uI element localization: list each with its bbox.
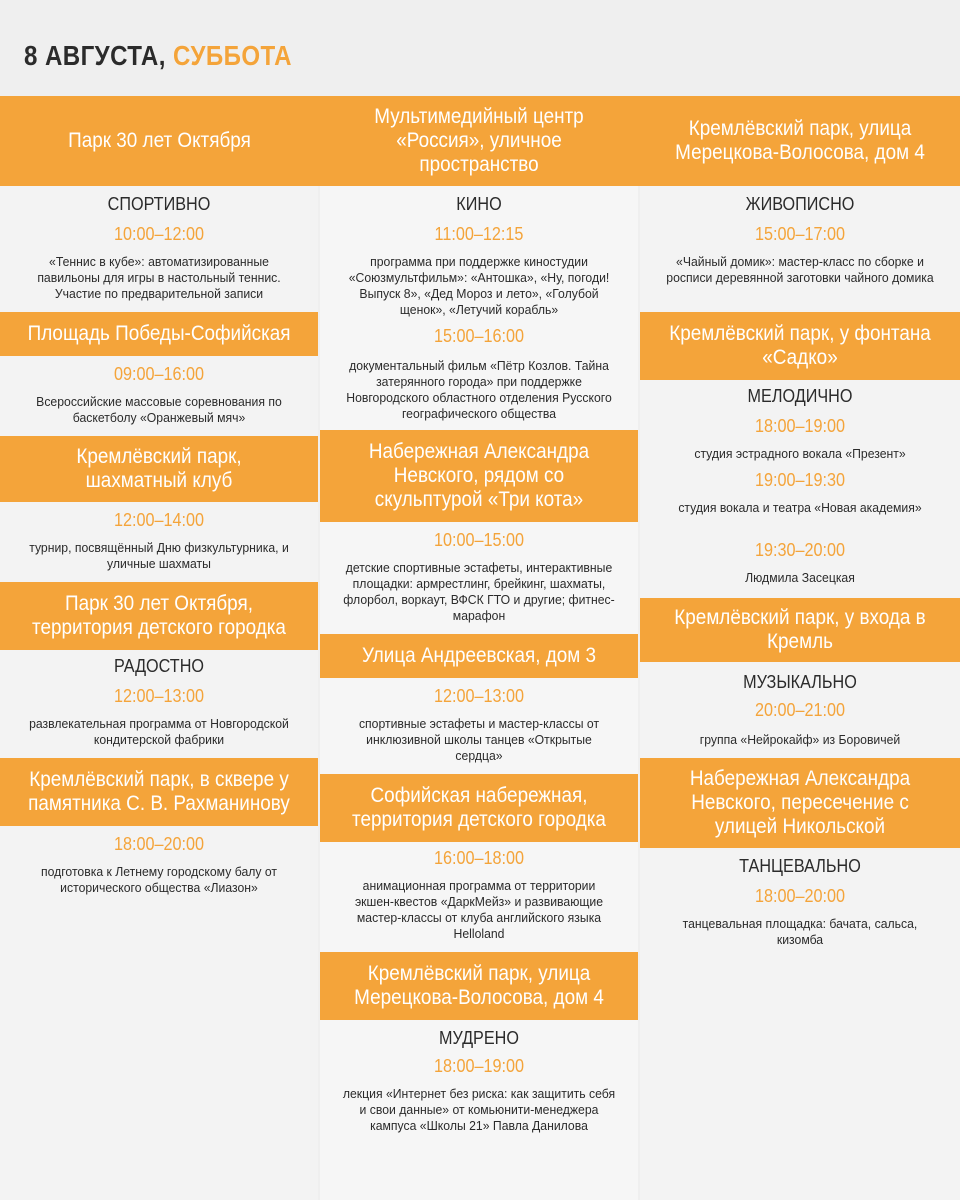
event-description: Всероссийские массовые соревнования по баскетболу «Оранжевый мяч»	[36, 394, 282, 425]
venue-header	[0, 582, 318, 650]
event-description: лекция «Интернет без риска: как защитить себя и свои данные» от комьюнити-менеджера кампуса «Школы 21» Павла Данилова	[342, 1086, 616, 1133]
event-category: ЖИВОПИСНО	[745, 194, 855, 214]
event-description: подготовка к Летнему городскому балу от исторического общества «Лиазон»	[40, 864, 278, 895]
page-title	[24, 40, 292, 72]
venue-header	[320, 774, 638, 842]
venue-name: Парк 30 лет Октября	[67, 129, 251, 152]
event-description: студия вокала и театра «Новая академия»	[678, 500, 922, 515]
venue-header	[640, 96, 960, 186]
event-time: 18:00–20:00	[113, 834, 205, 854]
venue-name: Набережная Александра Невского, пересечение с улицей Никольской	[689, 767, 911, 838]
event-description: танцевальная площадка: бачата, сальса, кизомба	[682, 916, 918, 947]
event-time: 12:00–13:00	[433, 686, 525, 706]
venue-header	[320, 634, 638, 678]
event-category: ТАНЦЕВАЛЬНО	[739, 856, 861, 876]
event-time: 12:00–14:00	[113, 510, 205, 530]
event-description: турнир, посвящённый Дню физкультурника, и уличные шахматы	[29, 540, 289, 571]
venue-name: Площадь Победы-Софийская	[27, 322, 291, 345]
venue-name: Кремлёвский парк, у фонтана «Садко»	[669, 322, 931, 369]
event-category: РАДОСТНО	[114, 656, 204, 676]
event-time: 16:00–18:00	[433, 848, 525, 868]
event-time: 15:00–17:00	[754, 224, 846, 244]
event-time: 18:00–19:00	[433, 1056, 525, 1076]
event-time: 19:30–20:00	[754, 540, 846, 560]
event-description: студия эстрадного вокала «Презент»	[694, 446, 906, 461]
venue-name: Кремлёвский парк, улица Мерецкова-Волосова, дом 4	[354, 962, 604, 1009]
event-description: «Чайный домик»: мастер-класс по сборке и росписи деревянной заготовки чайного домика	[666, 254, 934, 285]
event-category: МУДРЕНО	[439, 1028, 519, 1048]
venue-header	[320, 430, 638, 522]
event-time: 18:00–19:00	[754, 416, 846, 436]
venue-header	[640, 312, 960, 380]
venue-name: Кремлёвский парк, у входа в Кремль	[674, 606, 926, 653]
event-description: «Теннис в кубе»: автоматизированные павильоны для игры в настольный теннис. Участие по предварительной записи	[37, 254, 281, 301]
venue-name: Мультимедийный центр «Россия», уличное пространство	[374, 105, 584, 176]
venue-name: Кремлёвский парк, в сквере у памятника С. В. Рахманинову	[28, 768, 290, 815]
venue-name: Софийская набережная, территория детского городка	[352, 784, 606, 831]
venue-name: Кремлёвский парк, улица Мерецкова-Волосова, дом 4	[675, 117, 925, 164]
event-description: программа при поддержке киностудии «Союзмультфильм»: «Антошка», «Ну, погоди! Выпуск 8», «Дед Мороз и лето», «Голубой щенок», «Летучий корабль»	[348, 254, 610, 317]
event-description: группа «Нейрокайф» из Боровичей	[699, 732, 901, 747]
event-time: 20:00–21:00	[754, 700, 846, 720]
event-time: 11:00–12:15	[434, 224, 524, 244]
column-1	[0, 96, 318, 1200]
event-time: 10:00–15:00	[433, 530, 525, 550]
venue-header	[320, 96, 638, 186]
venue-header	[320, 952, 638, 1020]
event-category: КИНО	[456, 194, 502, 214]
venue-header	[0, 312, 318, 356]
event-description: Людмила Засецкая	[745, 570, 855, 585]
event-category: МУЗЫКАЛЬНО	[743, 672, 857, 692]
venue-header	[640, 758, 960, 848]
column-2	[320, 96, 638, 1200]
title-date: 8 АВГУСТА,	[24, 40, 173, 71]
event-description: детские спортивные эстафеты, интерактивные площадки: армрестлинг, брейкинг, шахматы, флорбол, воркаут, ВФСК ГТО и другие; фитнес-марафон	[343, 560, 615, 623]
venue-header	[640, 598, 960, 662]
title-weekday: СУББОТА	[172, 40, 292, 71]
event-description: анимационная программа от территории экшен-квестов «ДаркМейз» и развивающие мастер-классы от клуба английского языка Helloland	[354, 878, 604, 941]
event-category: МЕЛОДИЧНО	[747, 386, 853, 406]
venue-name: Набережная Александра Невского, рядом со скульптурой «Три кота»	[368, 440, 590, 511]
venue-name: Кремлёвский парк, шахматный клуб	[76, 445, 242, 492]
event-time: 18:00–20:00	[754, 886, 846, 906]
event-description: спортивные эстафеты и мастер-классы от инклюзивной школы танцев «Открытые сердца»	[358, 716, 600, 763]
venue-header	[0, 436, 318, 502]
event-description: развлекательная программа от Новгородской кондитерской фабрики	[29, 716, 289, 747]
venue-name: Парк 30 лет Октября, территория детского городка	[32, 592, 286, 639]
event-time: 12:00–13:00	[113, 686, 205, 706]
column-3	[640, 96, 960, 1200]
event-time: 19:00–19:30	[754, 470, 846, 490]
event-description: документальный фильм «Пётр Козлов. Тайна затерянного города» при поддержке Новгородского областного отделения Русского географического общества	[346, 358, 612, 421]
event-category: СПОРТИВНО	[107, 194, 211, 214]
event-time: 10:00–12:00	[113, 224, 205, 244]
venue-header	[0, 96, 318, 186]
event-time: 15:00–16:00	[433, 326, 525, 346]
venue-header	[0, 758, 318, 826]
venue-name: Улица Андреевская, дом 3	[361, 644, 597, 667]
event-time: 09:00–16:00	[113, 364, 205, 384]
